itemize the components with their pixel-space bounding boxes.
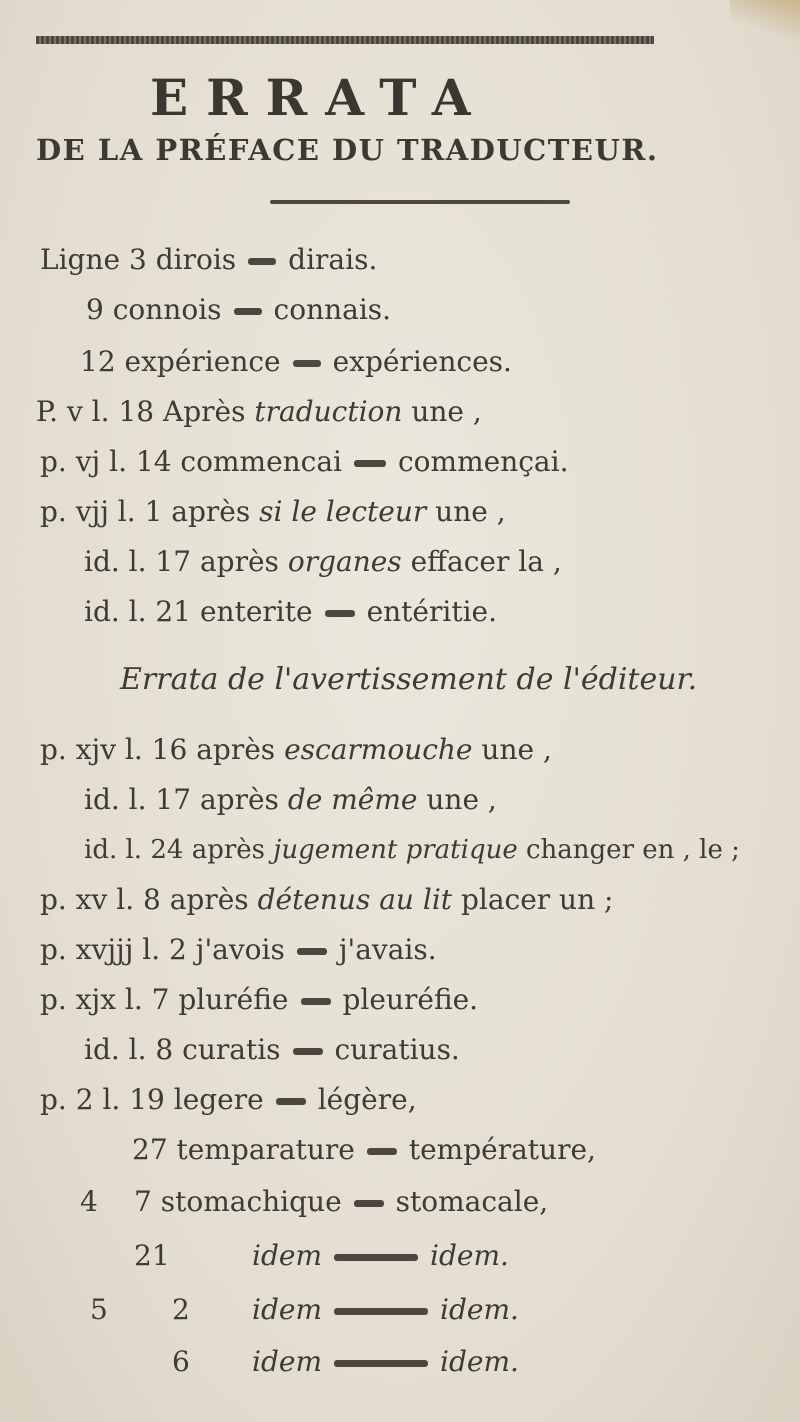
page-title: ERRATA bbox=[150, 68, 489, 127]
section-heading: Errata de l'avertissement de l'éditeur. bbox=[120, 662, 698, 697]
erratum-row: idem idem. bbox=[252, 1239, 509, 1272]
erratum-row-page-ref: 5 bbox=[90, 1293, 108, 1326]
erratum-row: p. 2 l. 19 legere légère, bbox=[40, 1083, 417, 1116]
erratum-row: 27 temparature température, bbox=[132, 1133, 596, 1166]
erratum-row: p. xjv l. 16 après escarmouche une , bbox=[40, 733, 552, 766]
erratum-row: id. l. 8 curatis curatius. bbox=[84, 1033, 460, 1066]
section-rule bbox=[270, 200, 570, 204]
erratum-row: idem idem. bbox=[252, 1293, 519, 1326]
page-subtitle: DE LA PRÉFACE DU TRADUCTEUR. bbox=[36, 133, 659, 167]
erratum-row: id. l. 17 après organes effacer la , bbox=[84, 545, 562, 578]
erratum-row-line-ref: 6 bbox=[172, 1345, 190, 1378]
erratum-row: p. xjx l. 7 pluréfie pleuréfie. bbox=[40, 983, 479, 1016]
erratum-row: 12 expérience expériences. bbox=[80, 345, 512, 378]
erratum-row: id. l. 17 après de même une , bbox=[84, 783, 497, 816]
erratum-row: id. l. 24 après jugement pratique changer en , le ; bbox=[84, 835, 740, 865]
erratum-row: P. v l. 18 Après traduction une , bbox=[36, 395, 482, 428]
erratum-row-line-ref: 21 bbox=[134, 1239, 170, 1272]
erratum-row: p. xv l. 8 après détenus au lit placer un ; bbox=[40, 883, 614, 916]
erratum-row: 9 connois connais. bbox=[86, 293, 392, 326]
erratum-row: Ligne 3 dirois dirais. bbox=[40, 243, 378, 276]
erratum-row: id. l. 21 enterite entéritie. bbox=[84, 595, 498, 628]
erratum-row-page-ref: 4 bbox=[80, 1185, 98, 1218]
erratum-row: p. xvjjj l. 2 j'avois j'avais. bbox=[40, 933, 437, 966]
erratum-row-line-ref: 2 bbox=[172, 1293, 190, 1326]
erratum-row: p. vj l. 14 commencai commençai. bbox=[40, 445, 569, 478]
paper-stain bbox=[730, 0, 800, 40]
ornamental-rule bbox=[36, 36, 654, 44]
erratum-row: idem idem. bbox=[252, 1345, 519, 1378]
erratum-row: p. vjj l. 1 après si le lecteur une , bbox=[40, 495, 506, 528]
erratum-row: 7 stomachique stomacale, bbox=[134, 1185, 549, 1218]
